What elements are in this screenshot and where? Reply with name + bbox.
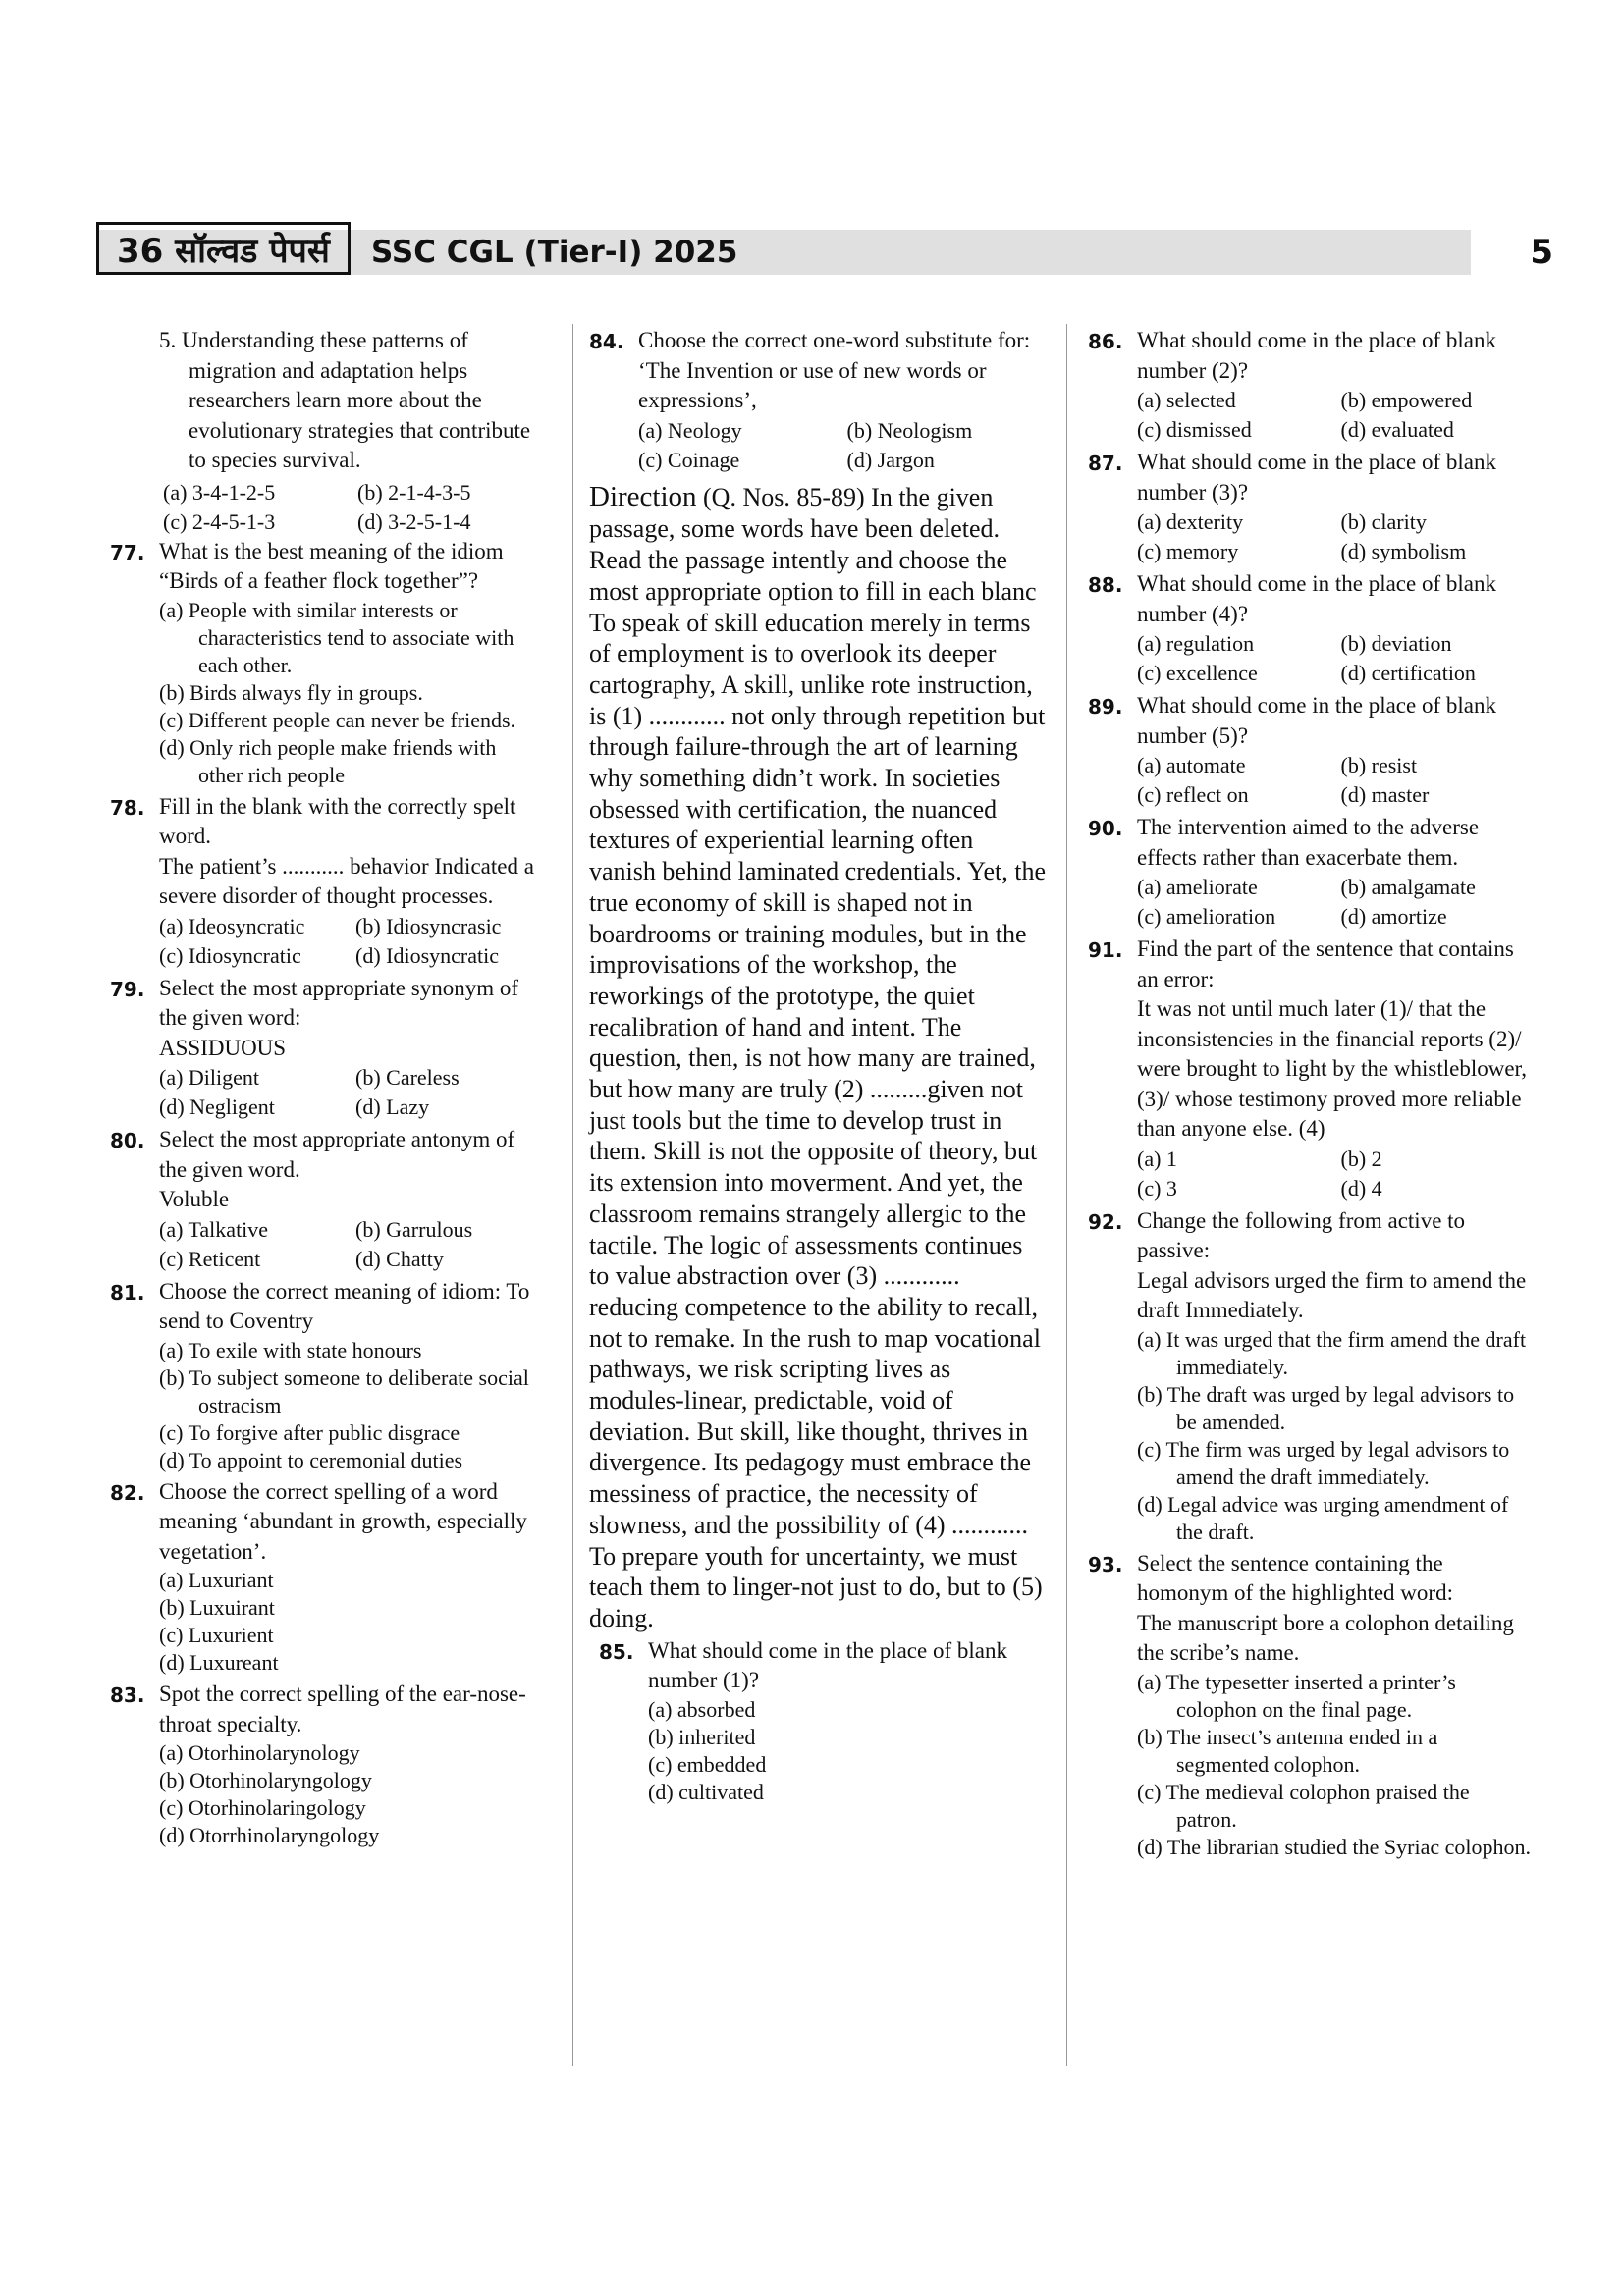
given-word: Voluble: [159, 1187, 230, 1211]
question-number: 83.: [110, 1683, 145, 1707]
question-77: [110, 537, 542, 789]
option: (a) automate: [1137, 753, 1246, 777]
option: (c) memory: [1137, 539, 1239, 563]
question-text: The intervention aimed to the adverse effects rather than exacerbate them.: [1137, 815, 1480, 870]
question-86: [1088, 326, 1535, 445]
question-sentence: The manuscript bore a colophon detailing the scribe’s name.: [1137, 1610, 1514, 1665]
option: (c) 2-4-5-1-3: [163, 508, 276, 534]
option: (c) amelioration: [1137, 904, 1276, 929]
option: (d) 3-2-5-1-4: [357, 508, 471, 534]
option: (d) evaluated: [1340, 417, 1454, 442]
option: (c) Otorhinolaringology: [159, 1795, 366, 1820]
options: [638, 416, 1046, 475]
question-text: What should come in the place of blank number (5)?: [1137, 693, 1496, 748]
option: (c) Idiosyncratic: [159, 942, 301, 968]
option: (c) Different people can never be friends.: [159, 707, 516, 732]
option: (a) dexterity: [1137, 509, 1244, 534]
option: (c) embedded: [648, 1751, 767, 1777]
question-85: [599, 1636, 1046, 1806]
question-number: 88.: [1088, 573, 1123, 597]
question-text: What should come in the place of blank number (4)?: [1137, 571, 1496, 626]
direction: [589, 481, 1046, 608]
page-header: [96, 222, 1569, 279]
question-84: [589, 326, 1046, 475]
option: (d) certification: [1340, 661, 1476, 685]
option: (d) Jargon: [846, 447, 935, 472]
option: (b) deviation: [1340, 631, 1452, 656]
question-text: Choose the correct meaning of idiom: To send to Coventry: [159, 1278, 530, 1333]
options: [159, 912, 542, 971]
question-text: Select the most appropriate synonym of the given word:: [159, 975, 519, 1030]
option: (c) dismissed: [1137, 417, 1252, 442]
question-text: What should come in the place of blank number (3)?: [1137, 450, 1496, 505]
question-number: 89.: [1088, 695, 1123, 719]
option: (c) reflect on: [1137, 782, 1249, 807]
question-88: [1088, 569, 1535, 688]
option: (c) excellence: [1137, 661, 1258, 685]
question-text: What should come in the place of blank number (1)?: [648, 1637, 1007, 1693]
column-1: [110, 326, 542, 1852]
option: (c) The firm was urged by legal advisors to amend the draft immediately.: [1137, 1436, 1510, 1489]
option: (a) Talkative: [159, 1216, 269, 1242]
direction-text: (Q. Nos. 85-89) In the given passage, some words have been deleted. Read the passage intently and choose the most appropriate option to fill in each blanc: [589, 482, 1037, 606]
column-divider: [572, 324, 573, 2066]
option: (b) resist: [1340, 753, 1418, 777]
question-76-options: [110, 478, 542, 537]
column-2: [589, 326, 1046, 1809]
question-number: 77.: [110, 540, 145, 564]
option: (a) The typesetter inserted a printer’s colophon on the final page.: [1137, 1669, 1456, 1722]
option: (a) Otorhinolarynology: [159, 1740, 360, 1765]
options: [1137, 386, 1535, 445]
option: (c) Coinage: [638, 447, 740, 472]
question-text: What is the best meaning of the idiom “Birds of a feather flock together”?: [159, 538, 504, 593]
option: (a) regulation: [1137, 631, 1255, 656]
question-text: Select the sentence containing the homonym of the highlighted word:: [1137, 1550, 1453, 1605]
question-text: Choose the correct spelling of a word meaning ‘abundant in growth, especially vegetation’.: [159, 1478, 527, 1564]
option: (d) Idiosyncratic: [355, 942, 499, 968]
option: (a) Diligent: [159, 1065, 260, 1090]
option: (d) Luxureant: [159, 1650, 279, 1675]
option: (b) clarity: [1340, 509, 1427, 534]
option: (d) The librarian studied the Syriac colophon.: [1137, 1834, 1531, 1859]
question-87: [1088, 448, 1535, 566]
option: (b) Neologism: [846, 417, 973, 443]
question-number: 86.: [1088, 330, 1123, 353]
option: (c) The medieval colophon praised the patron.: [1137, 1779, 1470, 1832]
question-sentence: It was not until much later (1)/ that the inconsistencies in the financial reports (2)/ were brought to light by the whistleblower, (3)/ whose testimony proved more reliable than anyone else. (4): [1137, 996, 1528, 1141]
question-89: [1088, 691, 1535, 810]
question-79: [110, 974, 542, 1123]
book-title: 36 सॉल्वड पेपर्स: [96, 222, 351, 275]
option: (b) The insect’s antenna ended in a segmented colophon.: [1137, 1724, 1438, 1777]
option: (d) To appoint to ceremonial duties: [159, 1447, 463, 1472]
question-number: 90.: [1088, 817, 1123, 840]
question-text: Select the most appropriate antonym of the given word.: [159, 1127, 515, 1182]
question-sentence: Legal advisors urged the firm to amend the draft Immediately.: [1137, 1267, 1527, 1322]
column-divider: [1066, 324, 1067, 2066]
question-number: 78.: [110, 795, 145, 820]
question-number: 79.: [110, 977, 145, 1001]
option: (b) The draft was urged by legal advisors to be amended.: [1137, 1381, 1515, 1434]
option: (b) empowered: [1340, 388, 1473, 412]
option: (c) Luxurient: [159, 1623, 274, 1647]
question-76-item-5: [110, 326, 542, 476]
option: (a) Ideosyncratic: [159, 913, 305, 938]
option: (d) Negligent: [159, 1095, 275, 1119]
question-text: Find the part of the sentence that contains an error:: [1137, 936, 1514, 991]
option: (d) Lazy: [355, 1095, 430, 1119]
option: (d) amortize: [1340, 904, 1447, 929]
options: [1137, 629, 1535, 688]
option: (b) To subject someone to deliberate social ostracism: [159, 1364, 529, 1417]
option: (d) Only rich people make friends with other rich people: [159, 734, 497, 787]
question-text: Spot the correct spelling of the ear-nose-throat specialty.: [159, 1682, 526, 1736]
page-number: 5: [1530, 233, 1553, 272]
option: (b) Luxuirant: [159, 1595, 275, 1620]
question-number: 82.: [110, 1480, 145, 1505]
question-number: 84.: [589, 330, 624, 353]
option: (a) Luxuriant: [159, 1568, 274, 1592]
question-text: Change the following from active to passive:: [1137, 1207, 1466, 1262]
option: (a) To exile with state honours: [159, 1337, 422, 1362]
question-92: [1088, 1206, 1535, 1546]
option: (b) Garrulous: [355, 1216, 473, 1242]
question-number: 80.: [110, 1129, 145, 1152]
question-number: 87.: [1088, 452, 1123, 475]
option: (a) People with similar interests or characteristics tend to associate with each other.: [159, 597, 514, 677]
option: (b) 2-1-4-3-5: [357, 479, 471, 505]
question-number: 91.: [1088, 938, 1123, 962]
option: (c) Reticent: [159, 1246, 261, 1271]
question-number: 85.: [599, 1639, 634, 1664]
given-word: ASSIDUOUS: [159, 1035, 287, 1060]
option: (d) 4: [1340, 1175, 1382, 1201]
option: (a) It was urged that the firm amend the draft immediately.: [1137, 1326, 1527, 1379]
option: (d) master: [1340, 782, 1430, 807]
question-80: [110, 1125, 542, 1274]
option: (a) absorbed: [648, 1696, 756, 1722]
question-text: Choose the correct one-word substitute for: ‘The Invention or use of new words or expressions’,: [638, 328, 1031, 412]
question-82: [110, 1477, 542, 1678]
question-number: 92.: [1088, 1209, 1123, 1234]
question-91: [1088, 934, 1535, 1203]
question-81: [110, 1277, 542, 1474]
option: (d) symbolism: [1340, 539, 1467, 563]
option: (c) 3: [1137, 1175, 1177, 1201]
options: [1137, 1145, 1535, 1203]
question-sentence: The patient’s ........... behavior Indicated a severe disorder of thought processes.: [159, 853, 534, 908]
option: (b) inherited: [648, 1724, 756, 1749]
option: (b) Idiosyncrasic: [355, 913, 502, 938]
question-text: What should come in the place of blank number (2)?: [1137, 328, 1496, 383]
option: (d) Otorrhinolaryngology: [159, 1823, 380, 1847]
options: [1137, 751, 1535, 810]
question-93: [1088, 1549, 1535, 1861]
question-number: 93.: [1088, 1552, 1123, 1576]
option: (b) amalgamate: [1340, 875, 1476, 899]
option: (b) Careless: [355, 1065, 460, 1090]
direction-heading: Direction: [589, 480, 697, 512]
option: (a) selected: [1137, 388, 1236, 412]
options: [1137, 873, 1535, 932]
question-83: [110, 1680, 542, 1849]
question-number: 81.: [110, 1280, 145, 1305]
option: (d) cultivated: [648, 1779, 764, 1804]
question-90: [1088, 813, 1535, 932]
item-text: 5. Understanding these patterns of migration and adaptation helps researchers learn more about the evolutionary strategies that contribute to species survival.: [159, 328, 531, 472]
options: [159, 1215, 542, 1274]
option: (b) 2: [1340, 1146, 1382, 1171]
option: (a) 3-4-1-2-5: [163, 479, 276, 505]
passage-text: To speak of skill education merely in terms of employment is to overlook its deeper cartography, A skill, unlike rote instruction, is (1) ............ not only through repetition but through failure-through the art of learning why something didn’t work. In societies obsessed with certification, the nuanced textures of experiential learning often vanish behind laminated credentials. Yet, the true economy of skill is shaped not in boardrooms or training modules, but in the improvisations of the workshop, the reworkings of the prototype, the quiet recalibration of hand and intent. The question, then, is not how many are trained, but how many are truly (2) .........given not just tools but the time to develop trust in them. Skill is not the opposite of theory, but its extension into moverment. And yet, the classroom remains strangely allergic to the tactile. The logic of assessments continues to value abstraction over (3) ............ reducing competence to the ability to recall, not to remake. In the rush to map vocational pathways, we risk scripting lives as modules-linear, predictable, void of deviation. But skill, like thought, thrives in divergence. Its pedagogy must embrace the messiness of practice, the necessity of slowness, and the possibility of (4) ............ To prepare youth for uncertainty, we must teach them to linger-not just to do, but to (5) doing.: [589, 608, 1047, 1632]
question-78: [110, 792, 542, 971]
options: [159, 1063, 542, 1122]
option: (a) Neology: [638, 417, 742, 443]
exam-title: SSC CGL (Tier-I) 2025: [371, 235, 738, 270]
option: (b) Otorhinolaryngology: [159, 1768, 372, 1792]
option: (c) To forgive after public disgrace: [159, 1419, 460, 1445]
option: (a) 1: [1137, 1146, 1177, 1171]
option: (d) Legal advice was urging amendment of the draft.: [1137, 1491, 1509, 1544]
option: (a) ameliorate: [1137, 875, 1258, 899]
question-text: Fill in the blank with the correctly spelt word.: [159, 793, 516, 848]
option: (d) Chatty: [355, 1246, 444, 1271]
column-3: [1088, 326, 1535, 1864]
option: (b) Birds always fly in groups.: [159, 679, 423, 705]
options: [1137, 507, 1535, 566]
